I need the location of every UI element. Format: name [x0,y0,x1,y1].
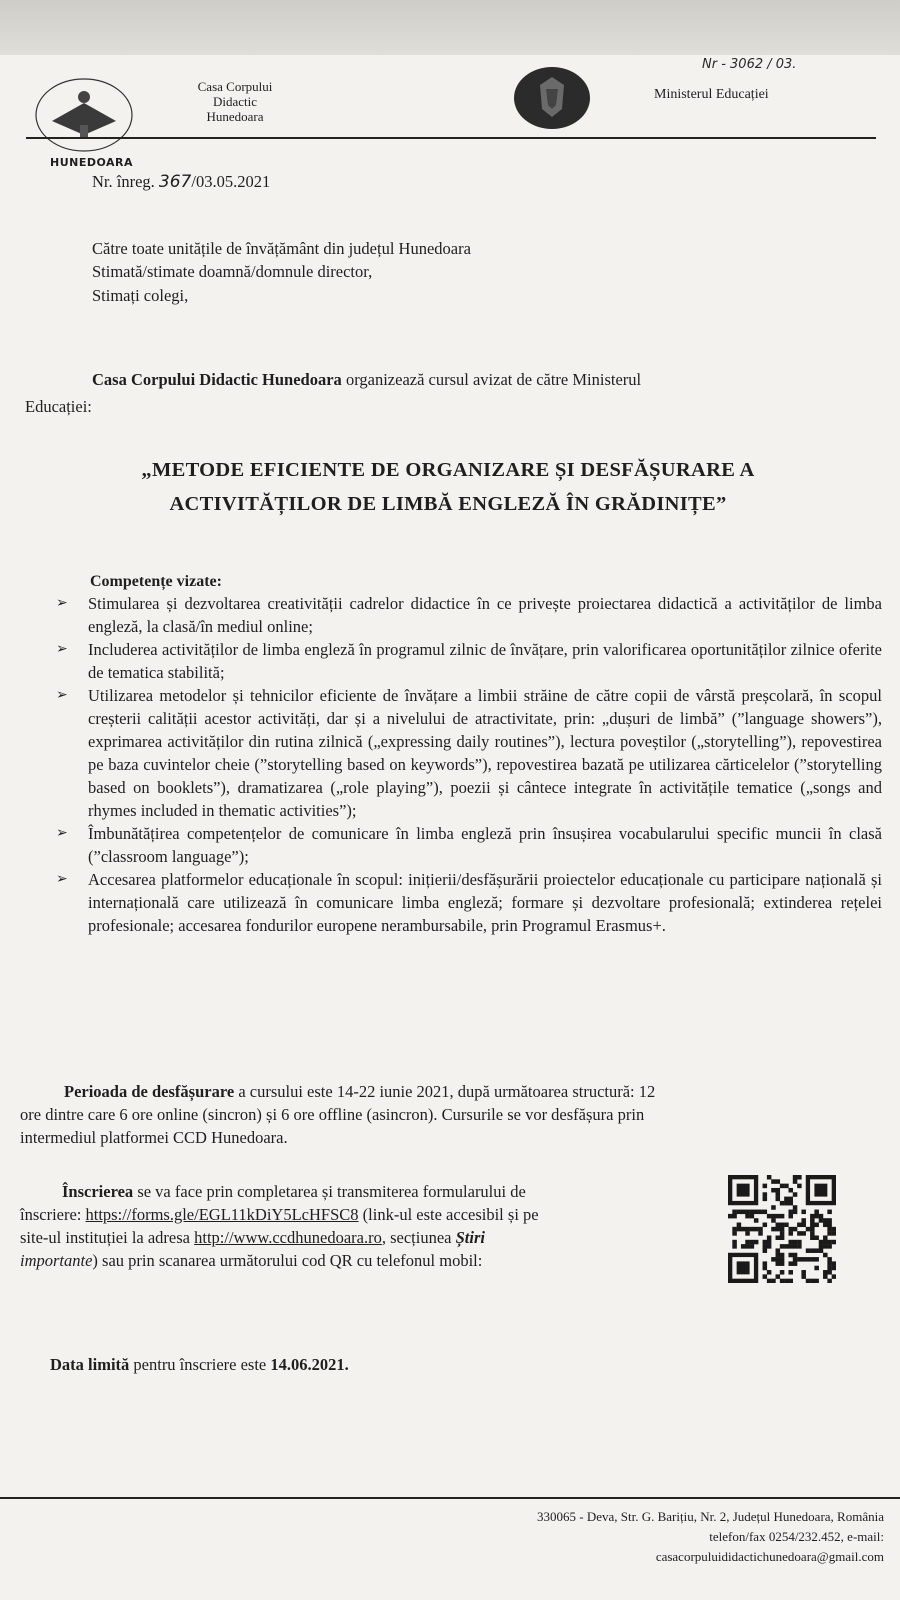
deadline-line: Data limită pentru înscriere este 14.06.2021. [50,1355,349,1374]
registration-number [92,170,270,194]
ccd-org-line2: Didactic [212,94,258,109]
list-item: ➢ Utilizarea metodelor și tehnicilor eficiente de învățare a limbii străine de către copii de vârstă preșcolară, în scopul creșterii calității acestor activități, dar și a nivelului de atractivitate, prin: „dușuri de limbă” (”language showers”), exprimarea activităților din rutina zilnică („expressing daily routines”), lectura poveștilor („storytelling”), repovestirea pe baza cuvintelor cheie (”storytelling based on keywords”), repovestirea bazată pe utilizarea cărticelelor (”storytelling based on booklets”), dramatizarea („role playing”), poezii și cântece integrate în activitățile tematice („songs and rhymes included in thematic activities”); [56,686,882,820]
page-top-shadow [0,0,900,55]
period-paragraph [20,1080,882,1149]
arrow-bullet-icon: ➢ [56,825,68,841]
ccd-org-name [170,79,300,124]
footer-email-line: casacorpuluididactichunedoara@gmail.com [655,1549,884,1564]
arrow-bullet-icon: ➢ [56,641,68,657]
header-divider [26,137,876,139]
list-item: ➢ Accesarea platformelor educaționale în scopul: inițierii/desfășurării proiectelor educaționale cu participare națională și internațională care utilizează în comunicare limba engleză; formare și dezvoltare profesională; extinderea rețelei profesionale; accesarea fondurilor europene nerambursabile, prin Programul Erasmus+. [56,870,882,935]
period-line1: Perioada de desfășurare a cursului este 14-22 iunie 2021, după următoarea structură: 12 [64,1082,656,1101]
intro-line1 [92,368,641,391]
arrow-bullet-icon: ➢ [56,595,68,611]
list-item: ➢ Îmbunătățirea competențelor de comunicare în limba engleză prin însușirea vocabularului specific muncii în clasă (”classroom language”); [56,824,882,866]
ccd-org-line3: Hunedoara [206,109,264,124]
footer-address [384,1507,884,1567]
coat-of-arms-icon [512,65,592,131]
intro-org-name: Casa Corpului Didactic Hunedoara [92,370,342,389]
registration-prefix: Nr. înreg. [92,172,155,191]
footer-phone-line: telefon/fax 0254/232.452, e-mail: [709,1529,884,1544]
registration-label: Înscrierea [62,1182,134,1201]
ccd-logo [22,73,147,169]
registration-date: /03.05.2021 [191,172,271,191]
greeting-director: Stimată/stimate doamnă/domnule director, [92,262,373,281]
section-name-part2: importante [20,1251,93,1270]
registration-handwritten-number: 367 [158,172,192,192]
list-item: ➢ Stimularea și dezvoltarea creativității cadrelor didactice în ce privește proiectarea didactică a activităților de limba engleză, la clasă/în mediul online; [56,594,882,636]
registration-line4: importante) sau prin scanarea următorului cod QR cu telefonul mobil: [20,1251,483,1270]
ccd-logo-city: HUNEDOARA [50,156,134,169]
qr-code[interactable] [728,1175,836,1283]
list-item: ➢ Includerea activităților de limba engleză în programul zilnic de învățare, prin valorificarea oportunităților zilnice oferite de tematica stabilită; [56,640,882,682]
intro-text: organizează cursul avizat de către Ministerul [341,370,642,389]
form-link[interactable]: https://forms.gle/EGL11kDiY5LcHFSC8 [85,1205,359,1224]
arrow-bullet-icon: ➢ [56,871,68,887]
course-title-line1: „METODE EFICIENTE DE ORGANIZARE ȘI DESFĂȘURARE A [141,459,755,481]
course-title-line2: ACTIVITĂȚILOR DE LIMBĂ ENGLEZĂ ÎN GRĂDINIȚE” [169,493,727,515]
ccd-logo-icon [22,73,147,155]
document-page [0,55,900,1600]
ministry-emblem [512,65,592,131]
period-line2: ore dintre care 6 ore online (sincron) și 6 ore offline (asincron). Cursurile se vor desfășura prin [20,1105,645,1124]
competences-heading: Competențe vizate: [90,573,222,590]
registration-line1: Înscrierea se va face prin completarea și transmiterea formularului de [62,1182,526,1201]
ccd-org-line1: Casa Corpului [197,79,273,94]
course-title [58,453,838,521]
greeting-colleagues: Stimați colegi, [92,286,189,305]
ministry-name: Ministerul Educației [654,87,769,102]
registration-line2: înscriere: https://forms.gle/EGL11kDiY5LcHFSC8 (link-ul este accesibil și pe [20,1205,539,1224]
footer-address-line: 330065 - Deva, Str. G. Barițiu, Nr. 2, Județul Hunedoara, România [537,1509,884,1524]
competences-list [52,592,882,937]
deadline-label: Data limită [50,1355,130,1374]
intro-line2: Educației: [25,397,92,416]
website-link[interactable]: http://www.ccdhunedoara.ro [194,1228,382,1247]
registration-paragraph [20,1180,712,1272]
section-name-part1: Știri [455,1228,485,1247]
arrow-bullet-icon: ➢ [56,687,68,703]
deadline-date: 14.06.2021. [270,1355,349,1374]
registration-line3: site-ul instituției la adresa http://www.ccdhunedoara.ro, secțiunea Știri [20,1228,485,1247]
qr-code-icon [728,1175,836,1283]
footer-divider [0,1497,900,1499]
greeting-recipients: Către toate unitățile de învățământ din județul Hunedoara [92,239,471,258]
period-label: Perioada de desfășurare [64,1082,235,1101]
period-line3: intermediul platformei CCD Hunedoara. [20,1128,288,1147]
handwritten-reference: Nr - 3062 / 03. [702,57,797,72]
